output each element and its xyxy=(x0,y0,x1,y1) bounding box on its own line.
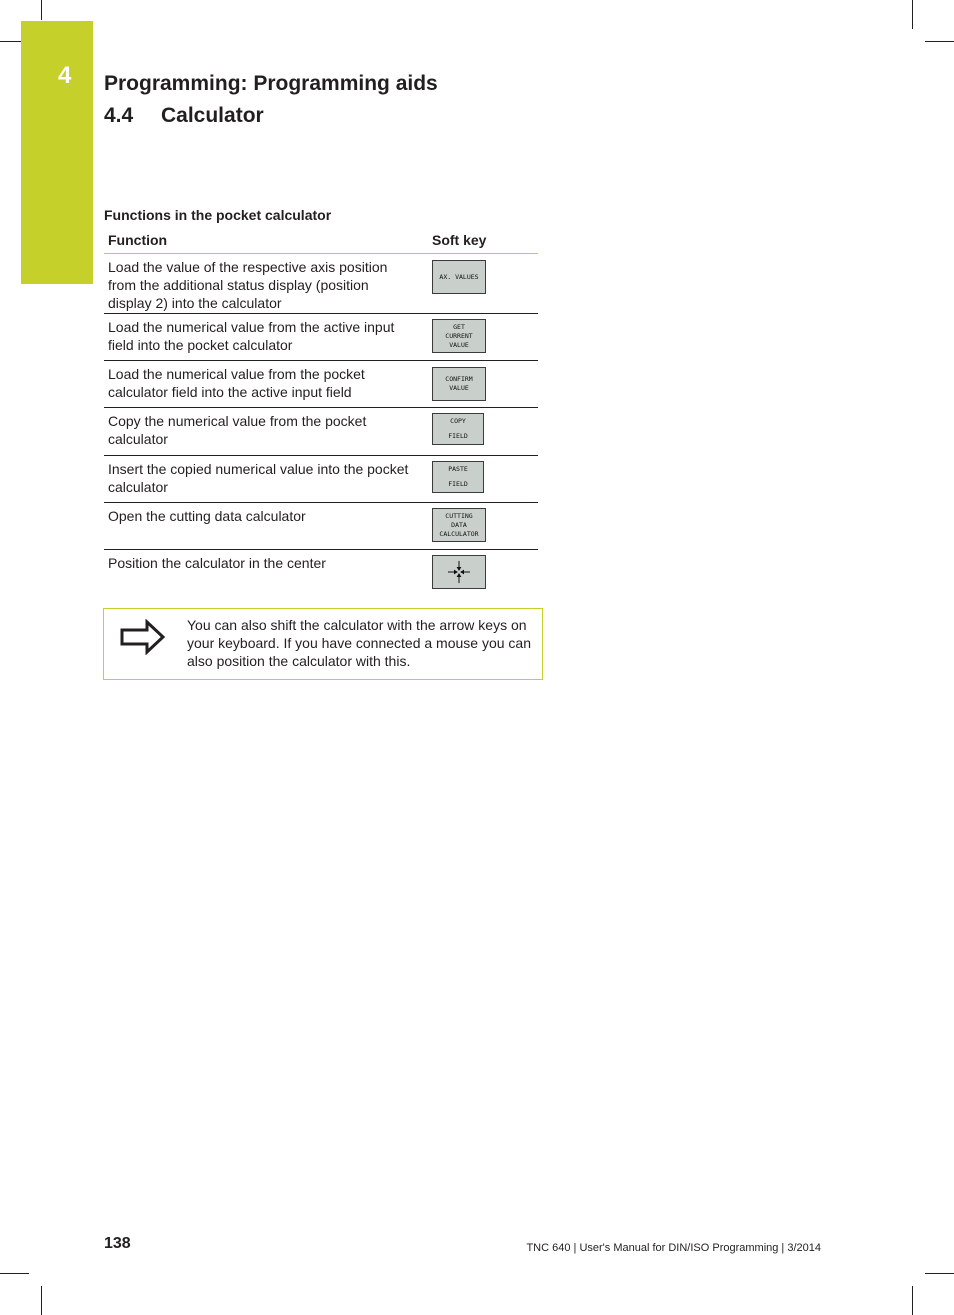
softkey-label: CUTTING xyxy=(445,511,473,520)
note-divider xyxy=(185,609,186,679)
crop-mark xyxy=(912,0,913,29)
center-calculator-softkey[interactable] xyxy=(432,555,486,589)
note-text: You can also shift the calculator with the arrow keys on your keyboard. If you have connected a mouse you can also position the calculator with this. xyxy=(187,617,531,669)
table-row xyxy=(104,408,538,456)
softkey-label: FIELD xyxy=(448,480,468,488)
get-current-value-softkey[interactable] xyxy=(432,319,486,353)
crop-mark xyxy=(41,0,42,20)
note-box xyxy=(103,608,543,680)
softkey-label: PASTE xyxy=(448,465,468,473)
confirm-value-softkey[interactable] xyxy=(432,367,486,401)
softkey-label: AX. VALUES xyxy=(439,272,479,281)
header-softkey: Soft key xyxy=(432,232,487,248)
section-number: 4.4 xyxy=(104,104,134,127)
crop-mark xyxy=(925,1273,954,1274)
function-text: Insert the copied numerical value into the pocket calculator xyxy=(108,461,409,495)
ax-values-softkey[interactable] xyxy=(432,260,486,294)
table-row xyxy=(104,314,538,361)
softkey-label: FIELD xyxy=(448,432,468,440)
function-text: Open the cutting data calculator xyxy=(108,508,306,524)
cutting-data-calculator-softkey[interactable] xyxy=(432,508,486,542)
header-function: Function xyxy=(108,232,168,248)
paste-field-softkey[interactable] xyxy=(432,461,484,493)
copy-field-softkey[interactable] xyxy=(432,413,484,445)
softkey-label: CALCULATOR xyxy=(439,529,479,538)
table-row xyxy=(104,361,538,408)
page-number: 138 xyxy=(104,1235,131,1252)
softkey-label: GET xyxy=(453,322,465,331)
function-text: Copy the numerical value from the pocket calculator xyxy=(108,413,367,447)
softkey-label: CONFIRM xyxy=(445,375,473,383)
footer-text: TNC 640 | User's Manual for DIN/ISO Programming | 3/2014 xyxy=(526,1242,821,1254)
function-text: Load the numerical value from the active input field into the pocket calculator xyxy=(108,319,395,353)
arrow-right-icon xyxy=(120,619,166,655)
chapter-title: Programming: Programming aids xyxy=(104,72,438,95)
crop-mark xyxy=(925,41,954,42)
section-title: Calculator xyxy=(161,104,264,127)
table-row xyxy=(104,456,538,503)
table-row xyxy=(104,550,538,590)
crop-mark xyxy=(41,1286,42,1315)
chapter-number: 4 xyxy=(58,62,72,89)
softkey-label: VALUE xyxy=(449,340,469,349)
crop-mark xyxy=(0,41,21,42)
table-row xyxy=(104,503,538,550)
chapter-tab xyxy=(21,21,93,284)
crop-mark xyxy=(0,1273,29,1274)
function-text: Load the value of the respective axis position from the additional status display (position display 2) into the calculator xyxy=(108,259,388,311)
softkey-label: VALUE xyxy=(449,384,469,392)
table-caption: Functions in the pocket calculator xyxy=(104,207,332,223)
table-row xyxy=(104,254,538,314)
function-text: Load the numerical value from the pocket calculator field into the active input field xyxy=(108,366,365,400)
crop-mark xyxy=(912,1286,913,1315)
softkey-label: COPY xyxy=(450,417,466,425)
center-crosshair-icon xyxy=(447,560,471,584)
softkey-label: DATA xyxy=(451,520,467,529)
softkey-label: CURRENT xyxy=(445,331,473,340)
function-text: Position the calculator in the center xyxy=(108,555,326,571)
